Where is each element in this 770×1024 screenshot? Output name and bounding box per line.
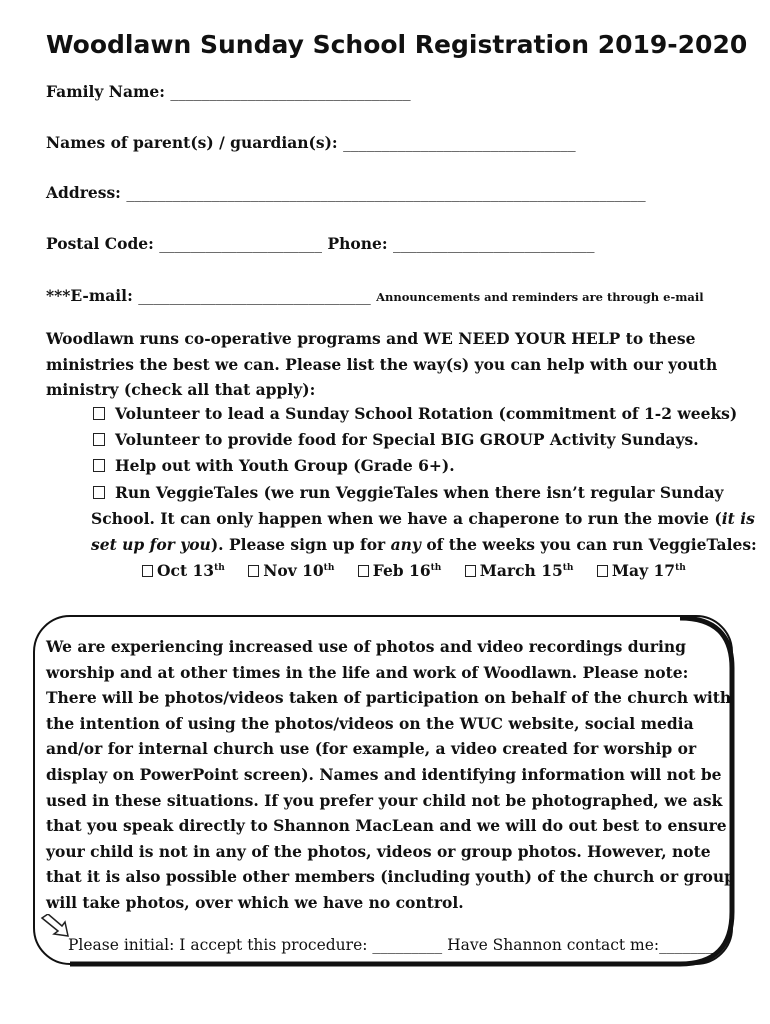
option-label: Run VeggieTales (we run VeggieTales when there isn’t regular Sunday	[115, 483, 724, 502]
veggie-text: School. It can only happen when we have a chaperone to run the movie (	[91, 509, 722, 528]
phone-label: Phone:	[327, 234, 388, 253]
email-label: ***E-mail:	[46, 286, 133, 305]
veggie-italic: it is	[721, 509, 755, 528]
email-row[interactable]	[46, 286, 704, 305]
veggietales-line-2	[91, 509, 755, 528]
date-feb[interactable]	[358, 561, 442, 580]
page-title: Woodlawn Sunday School Registration 2019-2020	[46, 30, 748, 59]
date-nov[interactable]	[248, 561, 334, 580]
veggie-text: of the weeks you can run VeggieTales:	[420, 535, 757, 554]
email-blank[interactable]: ______________________________	[138, 287, 371, 305]
initial-line[interactable]: Please initial: I accept this procedure: _________ Have Shannon contact me:_______	[68, 936, 714, 954]
photo-notice-text: We are experiencing increased use of photos and video recordings during worship and at other times in the life and work of Woodlawn. Please note: There will be photos/videos taken of participation on behalf of the church with the intention of using the photos/videos on the WUC website, social media and/or for internal church use (for example, a video created for worship or display on PowerPoint screen). Names and identifying information will not be used in these situations. If you prefer your child not be photographed, we ask that you speak directly to Shannon MacLean and we will do out best to ensure your child is not in any of the photos, videos or group photos. However, note that it is also possible other members (including youth) of the church or group will take photos, over which we have no control.	[46, 637, 735, 912]
family-name-label: Family Name:	[46, 82, 165, 101]
email-note: Announcements and reminders are through e-mail	[376, 290, 704, 304]
date-label: Oct 13	[157, 561, 215, 580]
postal-label: Postal Code:	[46, 234, 154, 253]
postal-phone-row[interactable]	[46, 234, 594, 253]
date-label: May 17	[611, 561, 676, 580]
checkbox-icon[interactable]	[93, 459, 105, 472]
date-options	[142, 561, 704, 580]
veggie-text: ). Please sign up for	[210, 535, 391, 554]
checkbox-icon[interactable]	[597, 565, 608, 577]
option-label: Volunteer to provide food for Special BIG GROUP Activity Sundays.	[115, 430, 699, 449]
option-youth-group[interactable]	[93, 456, 455, 475]
address-blank[interactable]: ___________________________________________________________________	[126, 184, 646, 202]
option-food[interactable]	[93, 430, 699, 449]
option-rotation[interactable]	[93, 404, 737, 423]
date-suffix: th	[214, 562, 225, 573]
date-label: March 15	[479, 561, 563, 580]
date-march[interactable]	[465, 561, 574, 580]
option-label: Volunteer to lead a Sunday School Rotation (commitment of 1-2 weeks)	[115, 404, 738, 423]
veggietales-line-3	[91, 535, 757, 554]
checkbox-icon[interactable]	[93, 433, 105, 446]
help-intro: Woodlawn runs co-operative programs and WE NEED YOUR HELP to these ministries the best we can. Please list the way(s) you can help with our youth ministry (check all that apply):	[46, 329, 718, 400]
parents-row[interactable]	[46, 133, 576, 152]
checkbox-icon[interactable]	[465, 565, 476, 577]
checkbox-icon[interactable]	[142, 565, 153, 577]
checkbox-icon[interactable]	[93, 486, 105, 499]
date-oct[interactable]	[142, 561, 225, 580]
date-suffix: th	[323, 562, 335, 573]
option-veggietales[interactable]	[93, 483, 724, 502]
date-label: Nov 10	[263, 561, 324, 580]
veggie-italic: any	[390, 535, 421, 554]
family-name-row[interactable]	[46, 82, 411, 101]
address-row[interactable]	[46, 183, 646, 202]
date-suffix: th	[430, 562, 442, 573]
checkbox-icon[interactable]	[93, 407, 105, 420]
date-suffix: th	[562, 562, 574, 573]
checkbox-icon[interactable]	[358, 565, 369, 577]
parents-blank[interactable]: ______________________________	[343, 134, 576, 152]
date-suffix: th	[675, 562, 686, 573]
parents-label: Names of parent(s) / guardian(s):	[46, 133, 338, 152]
date-may[interactable]	[597, 561, 686, 580]
family-name-blank[interactable]: _______________________________	[170, 83, 411, 101]
date-label: Feb 16	[372, 561, 431, 580]
address-label: Address:	[46, 183, 121, 202]
option-label: Help out with Youth Group (Grade 6+).	[115, 456, 455, 475]
veggie-italic: set up for you	[91, 535, 211, 554]
postal-blank[interactable]: _____________________	[159, 235, 323, 253]
checkbox-icon[interactable]	[248, 565, 259, 577]
phone-blank[interactable]: __________________________	[392, 235, 595, 253]
